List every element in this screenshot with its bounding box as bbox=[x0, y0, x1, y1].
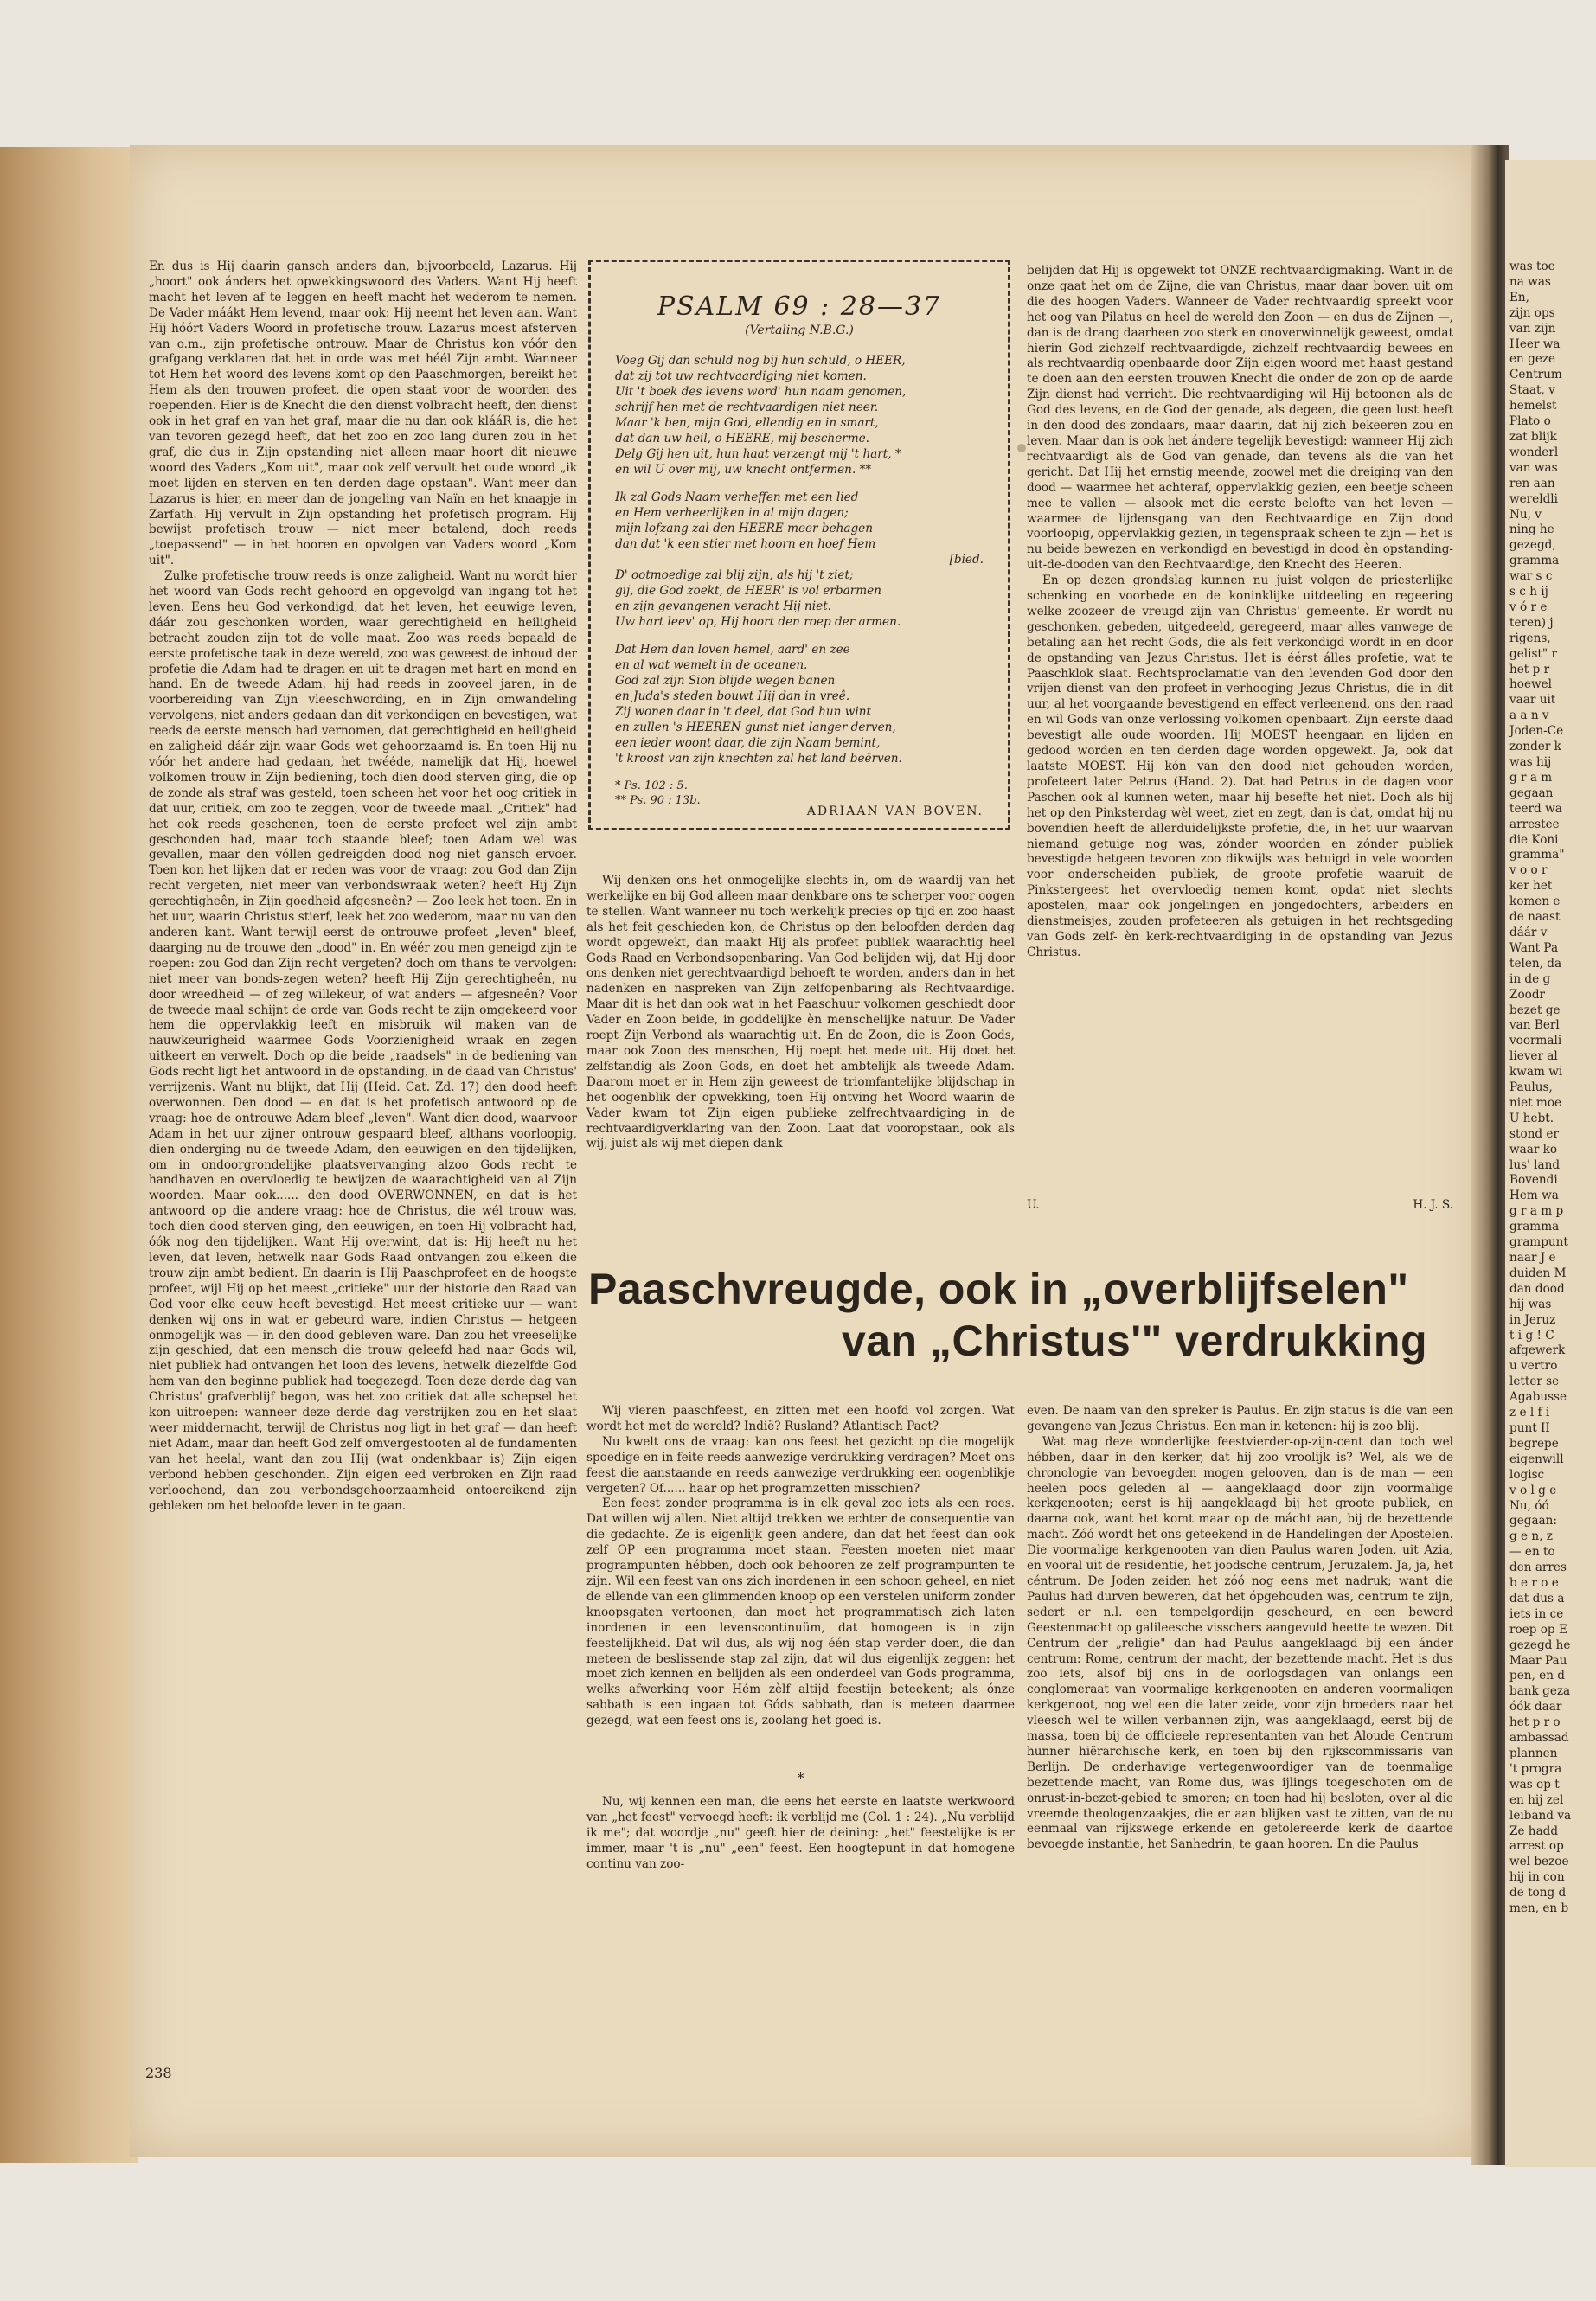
facing-page-line: Bovendi bbox=[1509, 1173, 1558, 1188]
facing-page-line: Nu, v bbox=[1509, 507, 1542, 522]
paragraph: Zulke profetische trouw reeds is onze zaligheid. Want nu wordt hier het woord van Gods recht gehoord en opgevolgd van ingang tot het leven. Eens heu God verkondigd, dat het leven, het eeuwige leven, dáár zou geschonken worden, waar gerechtigheid en heiligheid betracht zouden zijn tot de volle maat. Zoo was reeds bepaald de eerste profetische taak in deze wereld, zoo was geweest de inhoud der profetie die Adam had te dragen en uit te dragen met hart en mond en hand. En de tweede Adam, hij had reeds in zooveel jaren, in de voorbereiding van Zijn vleeschwording, en in Zijn omwandeling vervolgens, niet anders gedaan dan dit verkondigen en bevestigen, wat reeds de eerste mensch had vernomen, dat gerechtigheid en heiligheid en zaligheid dáár zijn waar Gods wet gehoorzaamd is. En toen Hij nu vóór het andere had gedaan, het twééde, namelijk dat Hij, hoewel volkomen trouw in Zijn bediening, toch dien dood sterven ging, die op de zonde als straf was gesteld, toen scheen het voor het oog critiek in dat uur, critiek, om zoo te zeggen, voor de tweede maal. „Critiek" had het ook reeds geschenen, toen de eerste profeet wel zijn ambt geschonden had, maar toch staande bleef; toen Adam wel was gevallen, maar den vóllen gedreigden dood nog niet gansch ervoer. Toen kon het lijken dat er reden was voor de vraag: zou God dan Zijn recht vergeten, niet meer van verbondswraak weten? heeft Hij Zijn gerechtigheên, in Zijn goedheid afgesneên? — Zoo leek het toen. En in het uur, waarin Christus stierf, leek het zoo wederom, maar nu van den anderen kant. Want terwijl eerst de ontrouwe profeet „leven" bleef, daarging nu de trouwe den „dood" in. En wéér zou men geneigd zijn te roepen: zou God dan Zijn recht vergeten? doch om thans te vervolgen: niet meer van bonds-zegen weten? heeft Hij Zijn gerechtigheên, nu door wreedheid — of zeg willekeur, of wat anders — afgesneên? Voor de tweede maal schijnt de orde van Gods recht te zijn omgekeerd voor hem die oppervlakkig leeft en misbruik wil maken van de nauwkeurigheid waarmee Gods Voorzienigheid wraak en zegen uitkeert en verwelt. Doch op die beide „raadsels" in de bediening van Gods recht ligt het antwoord in de opstanding, in de daad van Christus' verrijzenis. Want nu blijkt, dat Hij (Heid. Cat. Zd. 17) den dood heeft overwonnen. Den dood — en dat is het profetisch antwoord op de vraag: hoe de ontrouwe Adam bleef „leven". Want dien dood, waarvoor Adam in het uur zijner ontrouw gespaard bleef, althans voorloopig, dien onderging nu de tweede Adam, den eeuwigen en den tijdelijken, om in ondoorgrondelijke plaatsvervanging alzoo Gods recht te handhaven en overvloedig te bewijzen de waarachtigheid van al Zijn woorden. Maar ook...... den dood OVERWONNEN, en dat is het antwoord op die andere vraag: hoe de Christus, die wél trouw was, toch dien dood sterven ging, den eeuwigen, en toen Hij volbracht had, óók nog den tijdelijken. Want Hij overwint, dat is: Hij heeft nu het leven, dat leven, hetwelk naar Gods Raad ontvangen zou elkeen die trouw zijn ambt bedient. En daarin is Hij Paaschprofeet en de hoogste profeet, wijl Hij op het meest „critieke" uur der historie den Raad van God voor elke eeuw heeft bevestigd. Het meest critieke uur — want denken wij ons in wat er gebeurd ware, indien Christus — hetgeen onmogelijk was — in den dood gebleven ware. Dan zou het vreeselijke zijn geschied, dat een mensch die trouw geleefd had naar Gods wil, niet publiek had ontvangen het loon des levens, hetwelk diezelfde God hem van den beginne publiek had toegezegd. Toen deze derde dag van Christus' grafverblijf begon, was het zoo critiek dat alle schepsel het kon uitroepen: wanneer deze derde dag verstrijken zou en het slaat weer middernacht, terwijl de Christus nog ligt in het graf — dan heeft niet Adam, maar dan heeft God zelf omvergestooten al de fundamenten van het heelal, want dan zou Hij (wat ondenkbaar is) Zijn eigen verbond hebben geschonden. Zijn eigen eed verbroken en Zijn raad verloochend, dan zou verbondsgehoorzaamheid ontoereikend zijn gebleken om het beloofde leven in te gaan. bbox=[149, 569, 577, 1513]
facing-page-line: dan dood bbox=[1509, 1281, 1565, 1296]
facing-page-line: teerd wa bbox=[1509, 801, 1562, 816]
facing-page-line: Want Pa bbox=[1509, 940, 1559, 955]
verse-line: een ieder woont daar, die zijn Naam bemint, bbox=[615, 736, 881, 750]
facing-page-line: zat blijk bbox=[1509, 429, 1557, 444]
facing-page-line: duiden M bbox=[1509, 1266, 1567, 1280]
verse-line: en al wat wemelt in de oceanen. bbox=[615, 658, 808, 672]
article-column-bottom-middle bbox=[586, 1760, 1015, 2089]
facing-page-line: voormali bbox=[1509, 1034, 1562, 1048]
facing-page-line: teren) j bbox=[1509, 615, 1554, 630]
facing-page-line: 't progra bbox=[1509, 1761, 1562, 1776]
facing-page-line: Staat, v bbox=[1509, 383, 1555, 398]
psalm-subtitle: (Vertaling N.B.G.) bbox=[745, 324, 854, 337]
facing-page-line: gegaan: bbox=[1509, 1514, 1557, 1529]
facing-page-line: van zijn bbox=[1509, 321, 1556, 336]
facing-page-line: rigens, bbox=[1509, 631, 1551, 645]
signature-author: H. J. S. bbox=[1413, 1198, 1453, 1212]
facing-page-line: wel bezoe bbox=[1509, 1855, 1569, 1869]
book-gutter bbox=[1471, 145, 1509, 2165]
article-column-lower-right bbox=[1027, 1404, 1453, 2096]
facing-page-line: hij was bbox=[1509, 1297, 1552, 1311]
facing-page-line: van was bbox=[1509, 460, 1558, 475]
article-signature bbox=[1027, 1198, 1453, 1212]
facing-page-line: a a n v bbox=[1509, 708, 1549, 723]
facing-page-line: zijn ops bbox=[1509, 305, 1555, 320]
facing-page-line: En, bbox=[1509, 290, 1529, 304]
facing-page-line: roep op E bbox=[1509, 1622, 1567, 1637]
verse-line: Dat Hem dan loven hemel, aard' en zee bbox=[615, 643, 850, 657]
facing-page-line: Centrum bbox=[1509, 368, 1562, 382]
facing-page-line: Hem wa bbox=[1509, 1189, 1559, 1203]
verse-line: Voeg Gij dan schuld nog bij hun schuld, o HEER, bbox=[615, 354, 906, 368]
verse-line: Maar 'k ben, mijn God, ellendig en in smart, bbox=[615, 416, 879, 430]
paragraph: Wij vieren paaschfeest, en zitten met een hoofd vol zorgen. Wat wordt het met de wereld? Indië? Rusland? Atlantisch Pact? bbox=[586, 1404, 1015, 1433]
facing-page-line: was op t bbox=[1509, 1777, 1560, 1791]
paragraph: belijden dat Hij is opgewekt tot ONZE rechtvaardigmaking. Want in de onze gaat het om de Zijne, die van Christus, maar daar boven uit om die des hoogen Vaders. Wanneer de Vader rechtvaardig spreekt voor het oog van Pilatus en heel de wereld den Zoon — en dus de Zijnen —, dan is de drang daarheen zoo sterk en onoverwinnelijk geweest, omdat hierin God zichzelf rechtvaardigde, zichzelf rechtvaardig bewees en als rechtvaardig openbaarde door Zijn eigen woord met haast gestand te doen aan den eersten trouwen Knecht die onder de zon op de aarde Zijn dienst had verricht. Die rechtvaardiging wil Hij betoonen als de God des levens, en de God der genade, als degeen, die geen lust heeft in den dood des zondaars, maar daarin, dat hij zich bekeeren zou en leven. Maar dan is ook het ándere tegelijk bevestigd: wanneer Hij zich rechtvaardigt als de God van genade, dan tevens als die van het gericht. Dat Hij het ernstig meende, zoowel met die dreiging van den dood — waarmee het achteraf, oppervlakkig gezien, een beetje scheen mee te vallen — alsook met die eerste belofte van het leven — waarmee de lijdensgang van den Rechtvaardige en Zijn dood voorloopig, oppervlakkig gezien, in tegenspraak scheen te zijn — het is nu beide bewezen en verkondigd en bevestigd in dood èn opstanding-uit-de-dooden van den Rechtvaardige, den Knecht des Heeren. bbox=[1027, 264, 1453, 573]
facing-page-line: de tong d bbox=[1509, 1886, 1567, 1900]
facing-page-line: b e r o e bbox=[1509, 1576, 1559, 1591]
facing-page-line: u vertro bbox=[1509, 1359, 1558, 1374]
facing-page-line: begrepe bbox=[1509, 1436, 1559, 1451]
paragraph: even. De naam van den spreker is Paulus. En zijn status is die van een gevangene van Jezus Christus. Een man in ketenen: hij is zoo blij. bbox=[1027, 1404, 1453, 1433]
facing-page-line: ker het bbox=[1509, 879, 1553, 894]
facing-page-line: arrestee bbox=[1509, 817, 1560, 831]
facing-page-line: zonder k bbox=[1509, 740, 1561, 754]
verse-line: dat dan uw heil, o HEERE, mij bescherme. bbox=[615, 432, 869, 445]
facing-page-line: dat dus a bbox=[1509, 1591, 1565, 1606]
facing-page-line: Plato o bbox=[1509, 414, 1551, 429]
facing-page-line: telen, da bbox=[1509, 956, 1562, 971]
facing-page-line: bezet ge bbox=[1509, 1003, 1561, 1017]
facing-page-line: Paulus, bbox=[1509, 1080, 1553, 1095]
facing-page-column bbox=[1509, 260, 1596, 1917]
facing-page-line: ning he bbox=[1509, 522, 1554, 537]
verse-line: D' ootmoedige zal blij zijn, als hij 't ziet; bbox=[615, 568, 854, 582]
verse-line: mijn lofzang zal den HEERE meer behagen bbox=[615, 522, 873, 535]
facing-page-line: gelist" r bbox=[1509, 646, 1557, 661]
article-column-middle bbox=[586, 874, 1015, 1211]
verse-line: Ik zal Gods Naam verheffen met een lied bbox=[615, 490, 859, 504]
paragraph: Wat mag deze wonderlijke feestvierder-op-zijn-cent dan toch wel hébben, daar in den kerker, dat hij zoo vroolijk is? Wel, als we de chronologie van bevoegden mogen gelooven, dan is de man — een heelen poos geleden al — aangeklaagd door zijn voormalige kerkgenooten; eerst is hij aangeklaagd bij het groote publiek, en daarna ook, want het komt maar op de mácht aan, bij de bezettende macht. Zóó wordt het ons geteekend in de Handelingen der Apostelen. Die voormalige kerkgenooten van dien Paulus waren Joden, uit Azia, en vooral uit de residentie, het joodsche centrum, Jeruzalem. Ja, ja, het céntrum. De Joden zeiden het zóó nog eens met nadruk; want die Paulus had durven beweren, dat het ópgehouden was, centrum te zijn, sedert er n.l. een tempelgordijn gescheurd, en een bewerd Geestenmacht op galileesche visschers aangevuld heette te wezen. Dit Centrum der „religie" dan had Paulus aangeklaagd bij een ánder centrum: Rome, centrum der macht, der bezettende macht. Het is dus zoo iets, alsof bij ons in de oorlogsdagen van onlangs een conglomeraat van voormalige kerkgenooten en anderen voormaligen kerkgenoot, nog wel een die later zeide, voor zijn broeders naar het vleesch wel te willen verbannen zijn, was aangeklaagd, eerst bij de massa, toen bij de officieele representanten van het Aloude Centrum hunner hiërarchische kerk, en toen bij den rijkscommissaris van Berlijn. De onderhavige vertegenwoordiger van de toenmalige bezettende macht, van Rome dus, was ijlings toegeschoten om de onrust-in-bezet-gebied te smoren; en toen had hij besloten, over al die vreemde theologenzaakjes, die er aan blijken vast te zitten, van de nu eenmaal van rijkswege erkende en getolereerde kerk de daartoe bevoegde instantie, het Sanhedrin, te gaan hooren. En die Paulus bbox=[1027, 1434, 1453, 1852]
verse-line: gij, die God zoekt, de HEER' is vol erbarmen bbox=[615, 584, 881, 598]
facing-page-line: Heer wa bbox=[1509, 336, 1561, 351]
psalm-author: ADRIAAN VAN BOVEN. bbox=[806, 804, 984, 818]
verse-line: dan dat 'k een stier met hoorn en hoef Hem bbox=[615, 537, 876, 551]
facing-page-line: hij in con bbox=[1509, 1870, 1565, 1885]
facing-page-line: was hij bbox=[1509, 755, 1552, 769]
facing-page-line: vaar uit bbox=[1509, 693, 1556, 708]
facing-page-line: Agabusse bbox=[1509, 1390, 1567, 1405]
facing-page-line: afgewerk bbox=[1509, 1343, 1566, 1358]
facing-page-line: logisc bbox=[1509, 1467, 1545, 1482]
facing-page-line: arrest op bbox=[1509, 1839, 1564, 1854]
facing-page-line: iets in ce bbox=[1509, 1606, 1564, 1621]
facing-page-line: Nu, óó bbox=[1509, 1498, 1549, 1513]
facing-page-line: gramma bbox=[1509, 1220, 1560, 1234]
facing-page-line: g e n, z bbox=[1509, 1529, 1553, 1544]
psalm-stanza bbox=[615, 490, 984, 630]
facing-page-line: Joden-Ce bbox=[1509, 724, 1564, 739]
psalm-title: PSALM 69 : 28—37 bbox=[657, 292, 942, 322]
verse-line: Uit 't boek des levens word' hun naam genomen, bbox=[615, 385, 907, 399]
facing-page-line: liever al bbox=[1509, 1049, 1558, 1064]
signature-left: U. bbox=[1027, 1198, 1040, 1212]
facing-page-line: v o o r bbox=[1509, 863, 1548, 878]
facing-page-line: komen e bbox=[1509, 894, 1561, 909]
facing-page-line: — en to bbox=[1509, 1545, 1555, 1560]
facing-page-line: gramma bbox=[1509, 554, 1560, 568]
facing-page-line: eigenwill bbox=[1509, 1452, 1564, 1466]
verse-line: schrijf hen met de rechtvaardigen niet neer. bbox=[615, 401, 879, 414]
facing-page-line: s c h ij bbox=[1509, 585, 1548, 599]
facing-page-line: Ze hadd bbox=[1509, 1823, 1559, 1838]
facing-page-line: gezegd he bbox=[1509, 1638, 1571, 1652]
article-column-lower-middle bbox=[586, 1404, 1015, 1759]
facing-page-line: bank geza bbox=[1509, 1684, 1571, 1699]
verse-line: Uw hart leev' op, Hij hoort den roep der armen. bbox=[615, 615, 901, 629]
verse-line: dat zij tot uw rechtvaardiging niet komen. bbox=[615, 369, 867, 383]
paragraph: En op dezen grondslag kunnen nu juist volgen de priesterlijke schenking en voorbede en de koninklijke uitdeeling en regeering welke zoozeer de vreugd zijn van Christus' gemeente. Er wordt nu geschonken, gebeden, uitgedeeld, geregeerd, maar alles vanwege de betaling aan het recht Gods, die als feit verkondigd wordt in en door de opstanding van Jezus Christus. Het is éérst álles profetie, wat te Paaschklok slaat. Rechtsproclamatie van den levenden God door den vrijen dienst van den profeet-in-verhooging Jezus Christus, die in dit uur, al het voorgaande bevestigend en effect verleenend, ons den raad en wil Gods van onze verlossing volkomen openbaart. Zijn eerste daad bevestigt alle oude woorden. Hij MOEST heengaan en lijden en gedood worden en ten derden dage worden opgewekt. Ja, ook dat laatste MOEST. Hij kón van den dood niet gehouden worden, profeteert later Petrus (Hand. 2). Dat had Petrus in de dagen voor Paschen ook al kunnen weten, maar hij besefte het niet. Doch als hij het op den Pinksterdag wèl weet, ziet en zegt, dan is dat, omdat hij nu bovendien heeft de allerduidelijkste profetie, die, in het uur waarvan niemand getuige nog was, zónder woorden en zónder publiek bevestigde hetgeen tevoren zoo dikwijls was betuigd in vele woorden voor onderscheiden publiek, de groote profetie waaruit de Pinkstergeest het overvloedig nemen komt, opdat niet slechts apostelen, maar ook jongelingen en jongedochters, arbeiders en dienstmeisjes, zouden profeteeren als getuigen in het rechtsgeding van Gods zelf- èn kerk-rechtvaardiging in de opstanding van Jezus Christus. bbox=[1027, 574, 1453, 959]
footnote: ** Ps. 90 : 13b. bbox=[615, 794, 701, 807]
facing-page-line: men, en b bbox=[1509, 1901, 1569, 1916]
headline-line-1: Paaschvreugde, ook in „overblijfselen" bbox=[588, 1265, 1409, 1313]
facing-page-line: pen, en d bbox=[1509, 1669, 1565, 1683]
facing-page-line: g r a m bbox=[1509, 770, 1553, 785]
facing-page-line: t i g ! C bbox=[1509, 1328, 1554, 1343]
facing-page-line: z e l f i bbox=[1509, 1406, 1550, 1420]
facing-page-line: plannen bbox=[1509, 1747, 1558, 1760]
facing-page-line: hemelst bbox=[1509, 399, 1557, 413]
verse-line: Delg Gij hen uit, hun haat verzengt mij 't hart, * bbox=[615, 447, 901, 461]
paragraph: Nu kwelt ons de vraag: kan ons feest het gezicht op die mogelijk spoedige en in feite reeds aanwezige verdrukking verdragen? Moet ons feest die aanstaande en reeds aanwezige verdrukking een oogenblikje vergeten? Of...... haar op het programzetten misschien? bbox=[586, 1434, 1015, 1496]
facing-page-line: in Jeruz bbox=[1509, 1312, 1556, 1327]
facing-page-line: niet moe bbox=[1509, 1095, 1562, 1110]
verse-line: God zal zijn Sion blijde wegen banen bbox=[615, 674, 836, 688]
facing-page-line: lus' land bbox=[1509, 1157, 1561, 1172]
facing-page-line: ren aan bbox=[1509, 476, 1555, 490]
psalm-footnotes bbox=[615, 779, 984, 808]
verse-line: en wil U over mij, uw knecht ontfermen. ** bbox=[615, 463, 872, 477]
facing-page-line: gezegd, bbox=[1509, 538, 1556, 553]
facing-page-line: van Berl bbox=[1509, 1018, 1560, 1033]
headline-line-2: van „Christus'" verdrukking bbox=[841, 1317, 1427, 1365]
facing-page-line: wonderl bbox=[1509, 445, 1559, 459]
paragraph: Wij denken ons het onmogelijke slechts in, om de waardij van het werkelijke en bij God alleen maar denkbare ons te scherper voor oogen te stellen. Want wanneer nu toch werkelijk precies op tijd en zoo haast als het feit geschieden kon, de Christus op den beloofden derden dag wordt opgewekt, dan maakt Hij als profeet publiek waarachtig heel Gods Raad en Verbondsopenbaring. Van God belijden wij, dat Hij door ons denken niet gerechtvaardigd behoeft te worden, anders dan in het nadenken en naspreken van Zijn zelfopenbaring als Rechtvaardige. Maar dit is het dan ook wat in het Paaschuur volkomen geschiedt door Vader en Zoon beide, in goddelijke èn menschelijke natuur. De Vader roept Zijn Verbond als waarachtig uit. En de Zoon, die is Zoon Gods, maar ook Zoon des menschen, Hij roept het mede uit. Hij doet het zelfstandig als Zoon Gods, en doet het ambtelijk als tweede Adam. Daarom moet er in Hem zijn geweest de triomfantelijke blijdschap in het oogenblik der opwekking, toen Hij ontving het Woord waarin de Vader kwam tot Zijn eigen publieke zelfrechtvaardiging in de rechtvaardigverklaring van den Zoon. Laat dat vooropstaan, ook als wij, juist als wij met diepen dank bbox=[586, 874, 1015, 1151]
psalm-box bbox=[588, 260, 1010, 830]
facing-page-line: stond er bbox=[1509, 1126, 1559, 1141]
paragraph: En dus is Hij daarin gansch anders dan, bijvoorbeeld, Lazarus. Hij „hoort" ook ánders het opwekkingswoord des Vaders. Want Hij heeft macht het leven af te leggen en heeft macht het wederom te nemen. De Vader máákt Hem levend, maar ook: Hij neemt het leven aan. Want Hij hóórt Vaders Woord in profetische trouw. Lazarus moest afsterven van o.m., zijn profetische ontrouw. Maar de Christus kon vóór den grafgang verklaren dat het in orde was met héél Zijn ambt. Wanneer tot Hem het woord des levens komt op den Paaschmorgen, bereikt het Hem als den trouwen profeet, die open staat voor de woorden des roependen. Hier is de Knecht die den dienst volbracht heeft, den dienst ook in het graf en van het graf, maar die nu dan ook klááR is, die het van tevoren gezegd heeft, dat het zoo en zoo lang duren zou in het graf, die dus in Zijn opstanding niet alleen maar hoort dit nieuwe woord des Vaders „Kom uit", maar ook zelf vervult het oude woord „ik moet lijden en sterven en ten derden dage opstaan". Want meer dan Lazarus is hier, en meer dan de jongeling van Naïn en het knaapje in Zarfath. Hij vervult in Zijn opstanding het profetisch program. Hij bewijst profetisch trouw — niet meer betalend, doch reeds „toepassend" — in het hooren en opvolgen van Vaders woord „Kom uit". bbox=[149, 260, 577, 568]
facing-page-line: de naast bbox=[1509, 910, 1561, 925]
verse-line: en zullen 's HEEREN gunst niet langer derven, bbox=[615, 721, 896, 734]
facing-page-line: punt II bbox=[1509, 1420, 1550, 1435]
facing-page-line: gramma" bbox=[1509, 848, 1565, 862]
article-column-left bbox=[149, 260, 577, 2050]
paragraph: Een feest zonder programma is in elk geval zoo iets als een roes. Dat willen wij allen. Niet altijd trekken we echter de consequentie van die gedachte. Ze is eigenlijk geen andere, dan dat het feest dan ook zelf OP een programma moet staan. Feesten moeten niet maar programpunten hébben, doch ook behooren ze zelf programpunten te zijn. Wil een feest van ons zich inordenen in een schoon geheel, en niet de ellende van een glimmenden knoop op een verstelen uniform zonder knoopsgaten vertoonen, dan moet het programmatisch zich laten inordenen in een levenscontinuüm, dat homogeen is in zijn feestelijkheid. Dat wil dus, als wij nog één stap verder doen, die dan meteen de beslissende stap zal zijn, dat wil dus eigenlijk zeggen: het moet zich kennen en belijden als een onderdeel van Gods programma, welks afwerking voor Hém zèlf altijd feestijn beteekent; als ónze sabbath is een ingaan tot Góds sabbath, dan is meteen daarmee gezegd, wat een feest ons is, zoolang het goed is. bbox=[586, 1497, 1015, 1728]
facing-page-line: leiband va bbox=[1509, 1808, 1572, 1823]
verse-line: Zij wonen daar in 't deel, dat God hun wint bbox=[615, 705, 871, 719]
facing-page-line: in de g bbox=[1509, 971, 1551, 986]
verse-line: en Juda's steden bouwt Hij dan in vreê. bbox=[615, 689, 850, 703]
facing-page-line: dáár v bbox=[1509, 925, 1548, 939]
facing-page-line: v o l g e bbox=[1509, 1483, 1557, 1497]
facing-page-line: en geze bbox=[1509, 352, 1556, 367]
facing-page-line: war s c bbox=[1509, 569, 1553, 584]
facing-page-line: naar J e bbox=[1509, 1251, 1556, 1265]
article-headline bbox=[588, 1263, 1453, 1367]
facing-page-line: ambassad bbox=[1509, 1731, 1569, 1746]
facing-page-line: waar ko bbox=[1509, 1142, 1558, 1157]
facing-page-line: na was bbox=[1509, 274, 1551, 289]
facing-page-line: U hebt. bbox=[1509, 1111, 1554, 1125]
book-page-edges bbox=[0, 147, 138, 2163]
facing-page-line: Zoodr bbox=[1509, 987, 1546, 1002]
paragraph: Nu, wij kennen een man, die eens het eerste en laatste werkwoord van „het feest" vervoegd heeft: ik verblijd me (Col. 1 : 24). „Nu verblijd ik me"; dat woordje „nu" geeft hier de deining: „het" feestelijke is er immer, maar 't is „nu" „een" feest. Een hoogtepunt in dat homogene continu van zoo- bbox=[586, 1794, 1015, 1871]
facing-page-line: en hij zel bbox=[1509, 1792, 1564, 1807]
verse-line: en Hem verheerlijken in al mijn dagen; bbox=[615, 506, 849, 520]
facing-page-line: het p r bbox=[1509, 662, 1550, 676]
facing-page-line: was toe bbox=[1509, 260, 1555, 273]
facing-page-line: g r a m p bbox=[1509, 1204, 1564, 1219]
footnote: * Ps. 102 : 5. bbox=[615, 779, 688, 792]
facing-page-line: den arres bbox=[1509, 1561, 1567, 1575]
facing-page-line: letter se bbox=[1509, 1375, 1560, 1389]
ink-spot bbox=[1017, 444, 1026, 452]
facing-page-line: hoewel bbox=[1509, 677, 1553, 692]
facing-page-line: óók daar bbox=[1509, 1700, 1562, 1715]
verse-line: en zijn gevangenen veracht Hij niet. bbox=[615, 599, 831, 613]
psalm-stanza bbox=[615, 353, 984, 478]
section-separator: * bbox=[797, 1770, 804, 1786]
verse-line: 't kroost van zijn knechten zal het land beërven. bbox=[615, 752, 902, 766]
facing-page-line: gegaan bbox=[1509, 785, 1554, 800]
facing-page-line: kwam wi bbox=[1509, 1065, 1563, 1080]
facing-page-line: Maar Pau bbox=[1509, 1653, 1567, 1668]
facing-page-line: het p r o bbox=[1509, 1715, 1561, 1730]
psalm-stanza bbox=[615, 642, 984, 766]
facing-page-line: wereldli bbox=[1509, 491, 1558, 506]
facing-page-line: v ó r e bbox=[1509, 599, 1548, 614]
facing-page-line: grampunt bbox=[1509, 1235, 1568, 1250]
verse-line: [bied. bbox=[949, 553, 984, 567]
facing-page-line: die Koni bbox=[1509, 832, 1559, 847]
page-number: 238 bbox=[145, 2065, 172, 2081]
